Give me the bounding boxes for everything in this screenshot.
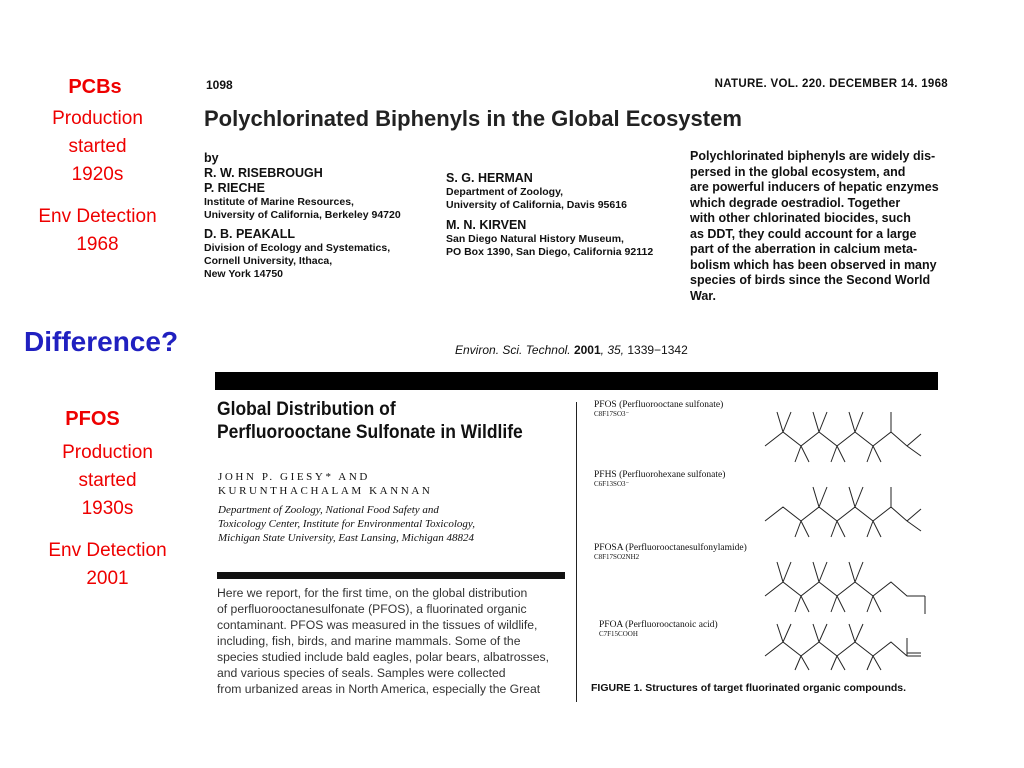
affil-d-line1: San Diego Natural History Museum, [446, 233, 624, 245]
affil2-line: Michigan State University, East Lansing, Michigan 48824 [218, 532, 475, 544]
affil-a-line2: University of California, Berkeley 94720 [204, 209, 401, 221]
affil-a-line1: Institute of Marine Resources, [204, 196, 354, 208]
page-number: 1098 [206, 78, 233, 92]
abstract1-line: species of birds since the Second World [690, 273, 931, 287]
pfos-title: PFOS [65, 408, 120, 430]
pcbs-summary [20, 76, 175, 259]
article1-title: Polychlorinated Biphenyls in the Global Ecosystem [204, 106, 742, 131]
abstract1-line: as DDT, they could account for a large [690, 226, 917, 241]
pfos-detection-label: Env Detection [48, 540, 167, 561]
affil2-line: Department of Zoology, National Food Safety and [218, 504, 439, 516]
pfhs-name: PFHS (Perfluorohexane sulfonate) [594, 470, 726, 480]
abstract1-line: which degrade oestradiol. Together [690, 195, 901, 210]
author-rieche: P. RIECHE [204, 181, 265, 195]
abstract2-line: contaminant. PFOS was measured in the tissues of wildlife, [217, 618, 538, 632]
pfos-detection-year: 2001 [86, 568, 129, 589]
pfos-formula: C8F17SO3⁻ [594, 410, 630, 418]
article2-title-line2: Perfluorooctane Sulfonate in Wildlife [217, 422, 523, 443]
pfhs-label [594, 470, 725, 488]
pcbs-production-line1: Production [52, 108, 143, 129]
article2-affiliation [218, 503, 475, 545]
pfosa-structure [765, 562, 925, 614]
pcbs-title: PCBs [68, 76, 122, 98]
pfoa-structure [765, 624, 921, 670]
column-divider [576, 402, 577, 702]
pfoa-name: PFOA (Perfluorooctanoic acid) [599, 620, 718, 630]
citation-volume: , 35, [600, 343, 625, 357]
authors-right [446, 171, 681, 259]
abstract1-line: part of the aberration in calcium meta- [690, 242, 918, 256]
chemical-structures [755, 398, 938, 673]
author-herman: S. G. HERMAN [446, 171, 533, 185]
article2-title-line1: Global Distribution of [217, 399, 396, 420]
pfos-name: PFOS (Perfluorooctane sulfonate) [594, 400, 724, 410]
pfosa-label [594, 543, 747, 561]
abstract1-line: are powerful inducers of hepatic enzymes [690, 180, 939, 194]
article2-title [217, 398, 523, 444]
est-2001-clipping [215, 372, 938, 704]
authors-left [204, 151, 444, 281]
difference-heading: Difference? [24, 326, 179, 357]
nature-1968-clipping [198, 70, 956, 308]
pfos-label [594, 400, 723, 418]
affil2-line: Toxicology Center, Institute for Environmental Toxicology, [218, 518, 475, 530]
pfos-structure [765, 412, 921, 462]
pfosa-name: PFOSA (Perfluorooctanesulfonylamide) [594, 543, 747, 553]
article1-abstract [690, 149, 952, 304]
affil-c-line1: Department of Zoology, [446, 186, 564, 198]
header-bar [215, 372, 938, 390]
abstract1-line: bolism which has been observed in many [690, 257, 937, 272]
author-kirven: M. N. KIRVEN [446, 218, 527, 232]
pcbs-detection-label: Env Detection [38, 206, 157, 227]
abstract1-line: Polychlorinated biphenyls are widely dis- [690, 149, 936, 163]
pcbs-production-line2: started [68, 136, 127, 157]
pfos-production-line2: started [78, 470, 137, 491]
affil-c-line2: University of California, Davis 95616 [446, 199, 627, 211]
pfoa-label [599, 620, 718, 638]
citation-year: 2001 [573, 343, 601, 357]
article2-citation [455, 343, 688, 357]
citation-pages: 1339−1342 [624, 343, 688, 357]
abstract2-line: including, fish, birds, and marine mammals. Some of the [217, 634, 521, 648]
abstract2-line: from urbanized areas in North America, especially the Great [217, 682, 541, 696]
pcbs-production-year: 1920s [71, 164, 124, 185]
citation-journal: Environ. Sci. Technol. [455, 343, 574, 357]
author-risebrough: R. W. RISEBROUGH [204, 166, 323, 180]
affil-b-line2: Cornell University, Ithaca, [204, 255, 333, 267]
abstract2-line: Here we report, for the first time, on the global distribution [217, 586, 528, 600]
pfhs-formula: C6F13SO3⁻ [594, 480, 630, 488]
pfos-summary [30, 408, 185, 593]
pfoa-formula: C7F15COOH [599, 630, 638, 638]
affil-b-line1: Division of Ecology and Systematics, [204, 242, 391, 254]
author-peakall: D. B. PEAKALL [204, 227, 295, 241]
article2-authors [218, 470, 432, 498]
pfos-production-year: 1930s [81, 498, 134, 519]
pcbs-detection-year: 1968 [76, 234, 119, 255]
abstract1-line: persed in the global ecosystem, and [690, 164, 906, 179]
abstract1-line: with other chlorinated biocides, such [690, 211, 911, 225]
pfos-production-line1: Production [62, 442, 153, 463]
pfhs-structure [765, 487, 921, 537]
figure-caption: FIGURE 1. Structures of target fluorinated organic compounds. [591, 682, 907, 694]
affil-b-line3: New York 14750 [204, 268, 283, 280]
article2-author-line1: JOHN P. GIESY* AND [218, 471, 370, 483]
affil-d-line2: PO Box 1390, San Diego, California 92112 [446, 246, 654, 258]
abstract2-line: and various species of seals. Samples were collected [217, 666, 506, 680]
article2-abstract [217, 585, 549, 697]
pfosa-formula: C8F17SO2NH2 [594, 553, 640, 561]
journal-line: NATURE. VOL. 220. DECEMBER 14. 1968 [714, 78, 948, 90]
abstract2-line: species studied include bald eagles, polar bears, albatrosses, [217, 650, 549, 664]
abstract-rule [217, 572, 565, 579]
abstract2-line: of perfluorooctanesulfonate (PFOS), a fluorinated organic [217, 602, 527, 616]
by-label: by [204, 151, 219, 165]
article2-author-line2: KURUNTHACHALAM KANNAN [218, 485, 433, 497]
abstract1-line: War. [690, 288, 716, 303]
